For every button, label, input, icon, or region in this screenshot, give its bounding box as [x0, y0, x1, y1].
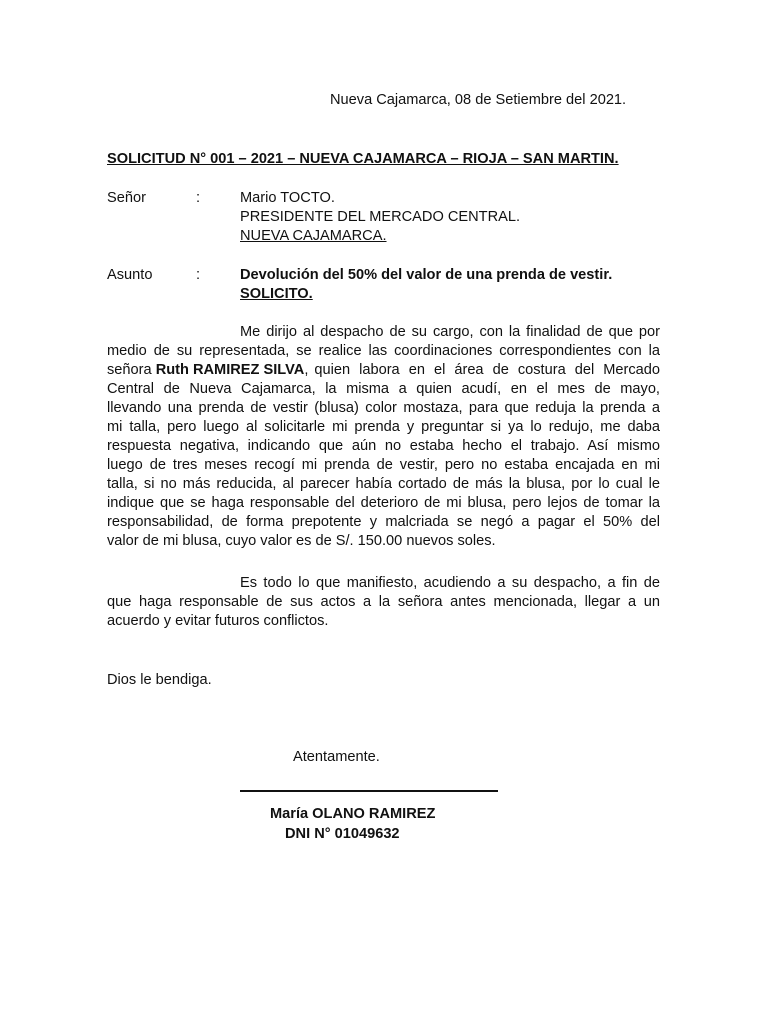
- paragraph-line: que haga responsable de sus actos a la señora antes mencionada, llegar a un: [107, 594, 660, 610]
- paragraph-line: acuerdo y evitar futuros conflictos.: [107, 613, 329, 629]
- recipient-city: NUEVA CAJAMARCA.: [240, 228, 387, 244]
- paragraph-line: llevando una prenda de vestir (blusa) color mostaza, para que reduja la prenda a: [107, 400, 660, 416]
- paragraph-line: mi talla, pero luego al solicitarle mi prenda y preguntar si ya lo redujo, me daba: [107, 419, 660, 435]
- paragraph-line: Me dirijo al despacho de su cargo, con la finalidad de que por: [240, 324, 660, 340]
- named-person: Ruth RAMIREZ SILVA: [155, 362, 305, 378]
- paragraph-text: señora: [107, 362, 152, 378]
- paragraph-line-with-name: [107, 362, 660, 378]
- signature-line: [240, 790, 498, 792]
- signer-dni: DNI N° 01049632: [285, 826, 400, 842]
- paragraph-line: Es todo lo que manifiesto, acudiendo a su despacho, a fin de: [240, 575, 660, 591]
- paragraph-text: quien labora en el área de costura del Mercado: [314, 362, 660, 378]
- subject-line-2: SOLICITO.: [240, 286, 313, 302]
- recipient-title: PRESIDENTE DEL MERCADO CENTRAL.: [240, 209, 521, 225]
- subject-line-1: Devolución del 50% del valor de una prenda de vestir.: [240, 267, 613, 283]
- paragraph-line: Central de Nueva Cajamarca, la misma a quien acudí, en el mes de mayo,: [107, 381, 660, 397]
- paragraph-line: luego de tres meses recogí mi prenda de vestir, pero no estaba encajada en mi: [107, 457, 660, 473]
- subject-label: Asunto: [107, 267, 153, 283]
- place-date: Nueva Cajamarca, 08 de Setiembre del 2021.: [330, 92, 627, 108]
- signer-name: María OLANO RAMIREZ: [270, 806, 436, 822]
- blessing: Dios le bendiga.: [107, 672, 212, 688]
- recipient-name: Mario TOCTO.: [240, 190, 335, 206]
- paragraph-line: indique que se haga responsable del deterioro de mi blusa, pero lejos de tomar la: [107, 495, 660, 511]
- paragraph-text: ,: [304, 362, 309, 378]
- recipient-label: Señor: [107, 190, 146, 206]
- paragraph-line: talla, si no más reducida, al parecer había cortado de más la blusa, por lo cual le: [107, 476, 660, 492]
- paragraph-line: responsabilidad, de forma prepotente y malcriada se negó a pagar el 50% del: [107, 514, 660, 530]
- paragraph-line: valor de mi blusa, cuyo valor es de S/. 150.00 nuevos soles.: [107, 533, 496, 549]
- closing: Atentamente.: [293, 749, 380, 765]
- paragraph-line: medio de su representada, se realice las coordinaciones correspondientes con la: [107, 343, 660, 359]
- document-heading: SOLICITUD N° 001 – 2021 – NUEVA CAJAMARCA – RIOJA – SAN MARTIN.: [107, 151, 619, 167]
- paragraph-line: respuesta negativa, indicando que aún no estaba hecho el trabajo. Así mismo: [107, 438, 660, 454]
- recipient-colon: :: [196, 190, 201, 206]
- subject-colon: :: [196, 267, 201, 283]
